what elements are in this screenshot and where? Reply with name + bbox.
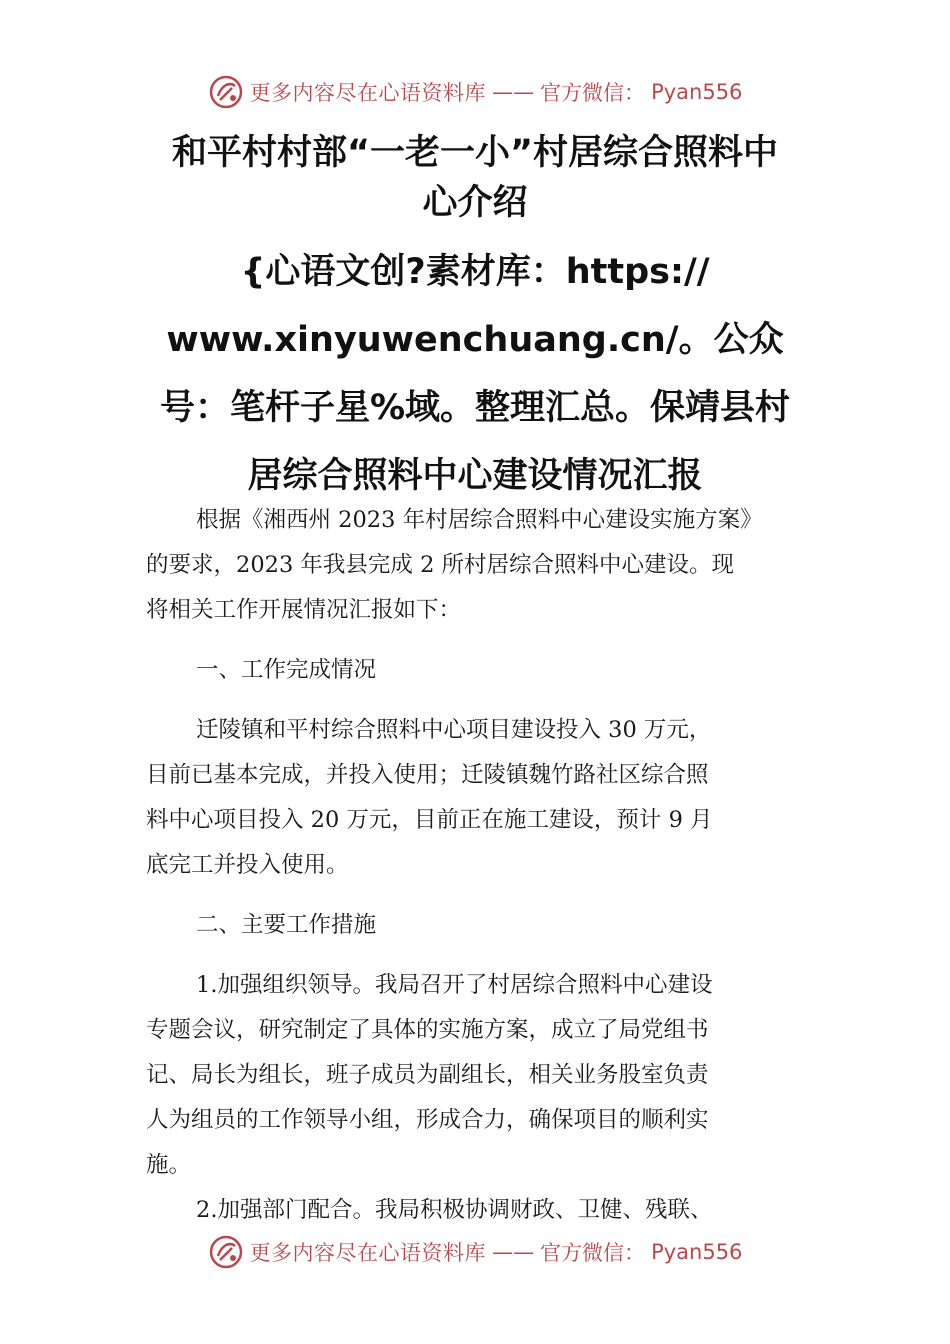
text-line: 施。: [146, 1152, 192, 1178]
banner-label: 官方微信：: [540, 81, 646, 105]
subtitle-line: www.xinyuwenchuang.cn/。公众: [166, 320, 784, 360]
footer-banner: [0, 1230, 950, 1274]
text-line: 迁陵镇和平村综合照料中心项目建设投入 30 万元，: [196, 717, 712, 743]
text-line: 目前已基本完成，并投入使用；迁陵镇魏竹路社区综合照: [146, 762, 709, 788]
banner-separator: ——: [492, 80, 535, 104]
title-line: 心介绍: [422, 183, 528, 223]
brand-logo-icon: [208, 74, 244, 110]
text-line: 记、局长为组长，班子成员为副组长，相关业务股室负责: [146, 1062, 709, 1088]
text-line: 1.加强组织领导。我局召开了村居综合照料中心建设: [196, 972, 713, 998]
banner-wechat-id: Pyan556: [651, 1240, 743, 1264]
text-line: 的要求，2023 年我县完成 2 所村居综合照料中心建设。现: [146, 552, 735, 578]
subtitle-line: {心语文创?素材库：https://: [240, 252, 710, 292]
banner-label: 官方微信：: [540, 1241, 646, 1265]
item1-paragraph: [146, 963, 816, 1188]
text-line: 根据《湘西州 2023 年村居综合照料中心建设实施方案》: [196, 507, 763, 533]
section1-paragraph: [146, 708, 816, 888]
banner-separator: ——: [492, 1240, 535, 1264]
banner-text: 更多内容尽在心语资料库: [249, 1241, 487, 1265]
subtitle-line: 居综合照料中心建设情况汇报: [247, 456, 703, 496]
section-heading: [146, 648, 816, 693]
document-subtitle: [110, 238, 840, 510]
text-line: 一、工作完成情况: [196, 657, 377, 683]
banner-text: 更多内容尽在心语资料库: [249, 81, 487, 105]
title-line: 和平村村部“一老一小”村居综合照料中: [171, 133, 778, 173]
document-title: [120, 128, 830, 228]
text-line: 人为组员的工作领导小组，形成合力，确保项目的顺利实: [146, 1107, 709, 1133]
section-heading: [146, 903, 816, 948]
text-line: 专题会议，研究制定了具体的实施方案，成立了局党组书: [146, 1017, 709, 1043]
intro-paragraph: [146, 498, 816, 633]
document-body: [146, 498, 816, 1233]
subtitle-line: 号：笔杆子星%域。整理汇总。保靖县村: [159, 388, 791, 428]
header-banner: [0, 70, 950, 114]
text-line: 料中心项目投入 20 万元，目前正在施工建设，预计 9 月: [146, 807, 713, 833]
text-line: 2.加强部门配合。我局积极协调财政、卫健、残联、: [196, 1197, 713, 1223]
banner-wechat-id: Pyan556: [651, 80, 743, 104]
text-line: 底完工并投入使用。: [146, 852, 349, 878]
brand-logo-icon: [208, 1234, 244, 1270]
text-line: 二、主要工作措施: [196, 912, 377, 938]
text-line: 将相关工作开展情况汇报如下：: [146, 597, 462, 623]
item2-paragraph: [146, 1188, 816, 1233]
